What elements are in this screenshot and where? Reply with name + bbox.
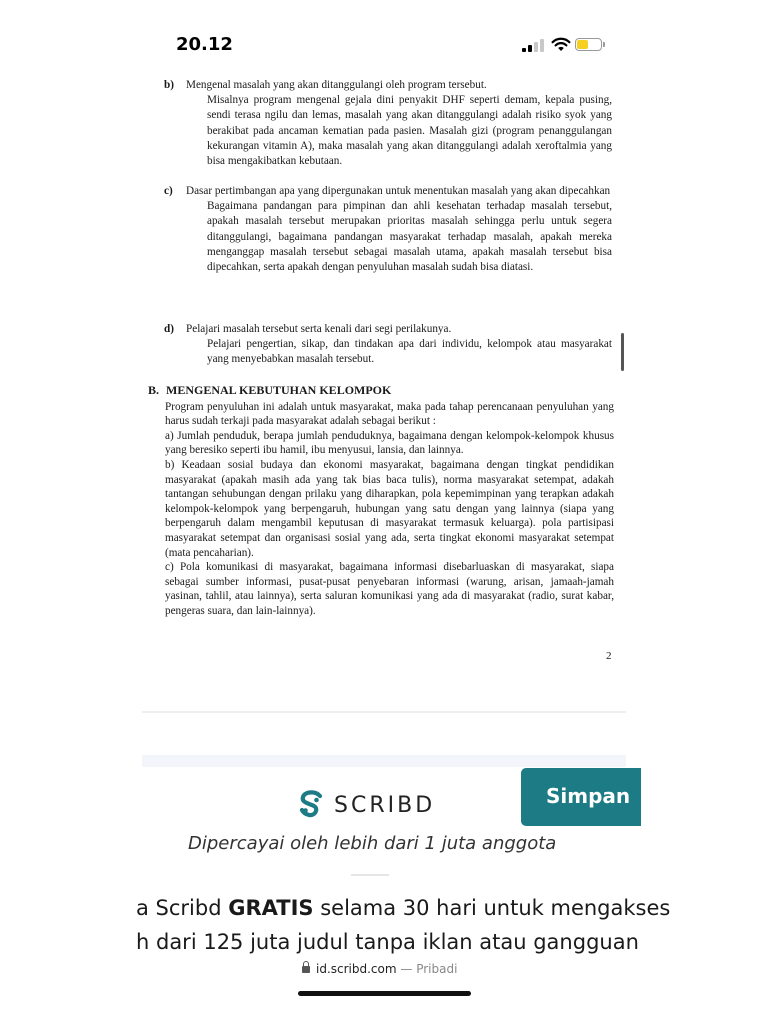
battery-icon [575, 38, 602, 51]
item-heading: Mengenal masalah yang akan ditanggulangi oleh program tersebut. [186, 79, 487, 91]
item-marker: c) [164, 185, 173, 197]
document-page [140, 70, 628, 710]
scroll-indicator[interactable] [621, 333, 624, 371]
wifi-icon [551, 36, 571, 52]
item-body: Misalnya program mengenal gejala dini penyakit DHF seperti demam, kepala pusing, sendi terasa ngilu dan lemas, masalah yang akan ditanggulangi adalah risiko syok yang berakibat pada ancaman kematian pada pasien. Masalah gizi (program penanggulangan kekurangan vitamin A), maka masalah yang akan ditanggulangi adalah xeroftalmia yang bisa mengakibatkan kebutaan. [207, 94, 612, 168]
item-heading: Pelajari masalah tersebut serta kenali dari segi perilakunya. [186, 323, 452, 335]
save-button[interactable]: Simpan [521, 768, 641, 826]
list-item-c [164, 184, 612, 275]
list-item-d [164, 322, 612, 368]
promo-headline: a Scribd GRATIS selama 30 hari untuk mengakses h dari 125 juta judul tanpa iklan atau gangguan [136, 896, 671, 954]
list-item-b [164, 78, 612, 169]
paragraph: Program penyuluhan ini adalah untuk masyarakat, maka pada tahap perencanaan penyuluhan yang harus sudah terkaji pada masyarakat adalah sebagai berikut : [165, 400, 614, 428]
cellular-signal-icon [522, 38, 546, 52]
section-title: B. MENGENAL KEBUTUHAN KELOMPOK [148, 383, 392, 397]
paragraph: c) Pola komunikasi di masyarakat, bagaimana informasi disebarluaskan di masyarakat, siapa sebagai sumber informasi, pusat-pusat penyebaran informasi (warung, arisan, jamaah-jamah yasinan, tahlil, atau lainnya), serta saluran komunikasi yang ada di masyarakat (radio, surat kabar, pengeras suara, dan lain-lainnya). [165, 561, 614, 617]
status-time: 20.12 [176, 34, 233, 55]
page-divider [142, 711, 626, 713]
lock-icon [302, 966, 310, 973]
item-marker: b) [164, 79, 174, 91]
promo-band [142, 755, 626, 767]
item-heading: Dasar pertimbangan apa yang dipergunakan untuk menentukan masalah yang akan dipecahkan [186, 185, 611, 197]
item-body: Bagaimana pandangan para pimpinan dan ahli kesehatan terhadap masalah tersebut, apakah masalah tersebut merupakan prioritas masalah sehingga perlu untuk segera ditanggulangi, bagaimana pandangan masyarakat terhadap masalah, apakah mereka menganggap masalah tersebut sebagai masalah utama, apakah masalah tersebut bisa dipecahkan, serta apakah dengan penyuluhan masalah sudah bisa diatasi. [207, 200, 612, 274]
home-indicator[interactable] [298, 991, 471, 996]
page-number: 2 [606, 650, 612, 662]
promo-tagline: Dipercayai oleh lebih dari 1 juta anggota [188, 833, 557, 854]
url-field[interactable]: id.scribd.com — Pribadi [302, 962, 457, 976]
section-b [148, 383, 614, 619]
paragraph: a) Jumlah penduduk, berapa jumlah penduduknya, bagaimana dengan kelompok-kelompok khusus yang beresiko seperti ibu hamil, ibu menyusui, lansia, dan lainnya. [165, 429, 614, 457]
item-marker: d) [164, 323, 174, 335]
item-body: Pelajari pengertian, sikap, dan tindakan apa dari individu, kelompok atau masyarakat yang menyebabkan masalah tersebut. [207, 338, 612, 366]
paragraph: b) Keadaan sosial budaya dan ekonomi masyarakat, bagaimana dengan tingkat pendidikan masyarakat (apakah masih ada yang tak bias baca tulis), norma masyarakat setempat, adakah tantangan sehubungan dengan prilaku yang diharapkan, pola kepemimpinan yang terapkan adakah kelompok-kelompok yang berpengaruh, hubungan yang satu dengan yang lainnya (siapa yang berpengaruh dalam mengambil keputusan di masyarakat termasuk keluarga). pola partisipasi masyarakat setempat dan organisasi sosial yang ada, serta tingkat ekonomi masyarakat setempat (mata pencaharian). [165, 458, 614, 559]
scribd-logo-icon [296, 789, 326, 821]
status-bar [0, 0, 768, 70]
promo-divider [351, 874, 389, 876]
